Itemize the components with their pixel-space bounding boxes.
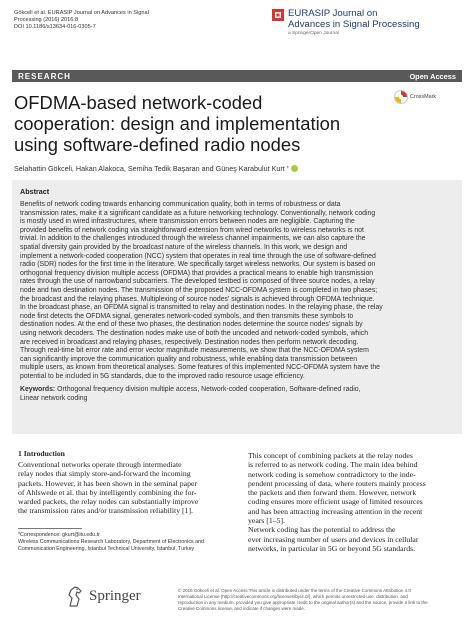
doi-line[interactable]: DOI 10.1186/s13634-016-0305-7 bbox=[14, 24, 96, 31]
license-line: © 2016 Gökceli et al. Open Access This article is distributed under the terms of the Creative Commons Attribution 4.0 bbox=[178, 588, 411, 593]
abstract-line: In the broadcast phase, an OFDMA signal is transmitted to relay and destination nodes. In the relaying phase, the relay bbox=[20, 304, 383, 312]
abstract-line: can significantly improve the communication quality and robustness, while enabling data transmission between bbox=[20, 355, 358, 363]
body-line: coding ensures more efficient usage of limited resources bbox=[248, 497, 423, 507]
license-line: reproduction in any medium, provided you give appropriate credit to the original author(s) and the source, provide a link to the bbox=[178, 600, 428, 606]
keywords-line bbox=[20, 386, 454, 395]
title-line: OFDMA-based network-coded bbox=[14, 92, 263, 113]
abstract-heading: Abstract bbox=[20, 187, 50, 196]
abstract-line: is mostly used in wired infrastructures, where transmission errors between nodes are negligible. Capturing the bbox=[20, 218, 355, 226]
abstract-line: Through real-time bit error rate and error vector magnitude measurements, we show that the NCC-OFDMA system bbox=[20, 347, 369, 355]
keywords-label: Keywords: bbox=[20, 386, 56, 394]
article-type-band bbox=[12, 70, 462, 82]
body-line: years [1–5]. bbox=[248, 516, 286, 526]
journal-name-line2: Advances in Signal Processing bbox=[288, 19, 420, 30]
journal-name-line1: EURASIP Journal on bbox=[288, 8, 378, 19]
body-line: the transmission rates and/or transmission reliability [1]. bbox=[18, 506, 193, 516]
citation-block bbox=[14, 10, 149, 32]
correspondence-email[interactable]: *Correspondence: gkurt@itu.edu.tr bbox=[18, 532, 100, 538]
abstract-line: trivial. In addition to the challenges introduced through the wireless channel impairments, we can also capture the bbox=[20, 235, 366, 243]
author-list bbox=[14, 164, 298, 173]
body-line: packets. However, it has been shown in the seminal paper bbox=[18, 478, 197, 488]
affiliation-line: Communication Engineering, Istanbul Technical University, Istanbul, Turkey bbox=[18, 546, 195, 552]
abstract-line: destination nodes. At the end of these two phases, the destination nodes determine the source nodes' signals by bbox=[20, 321, 363, 329]
body-line: relay nodes that simply store-and-forward the incoming bbox=[18, 469, 191, 479]
license-line: International License (http://creativecommons.org/licenses/by/4.0/), which permits unrestricted use, distribution, and bbox=[178, 594, 408, 600]
abstract-line: using network decoders. The destination nodes make use of both the uncoded and network-coded symbols, which bbox=[20, 329, 369, 337]
abstract-line: implement a network-coded cooperation (NCC) system that operates in real time through the use of software-defined bbox=[20, 252, 376, 260]
body-line: pendent processing of data, where routers mainly process bbox=[248, 478, 426, 488]
citation-line: Processing (2016) 2016:8 bbox=[14, 17, 79, 24]
affiliation-line: Wireless Communications Research Laboratory, Department of Electronics and bbox=[18, 539, 204, 545]
corresponding-mark: * bbox=[286, 165, 289, 172]
correspondence-footnote bbox=[18, 532, 236, 553]
abstract-line: transmission rates, make it a significant candidate as a future networking technology. Conventionally, network coding bbox=[20, 209, 376, 217]
keywords-list: Orthogonal frequency division multiple access, Network-coded cooperation, Software-defined radio, bbox=[57, 386, 361, 394]
publisher-name: Springer bbox=[89, 587, 141, 604]
abstract-line: orthogonal frequency division multiple access (OFDMA) that provides a practical means to enable high transmission bbox=[20, 269, 374, 277]
intro-left-column bbox=[18, 449, 236, 516]
body-line: is referred to as network coding. The main idea behind bbox=[248, 460, 418, 470]
abstract-line: radio (SDR) nodes for the first time in the literature. We specifically target wireless networks. Our system is based on bbox=[20, 261, 376, 269]
article-title bbox=[14, 92, 394, 155]
orcid-icon[interactable] bbox=[291, 165, 298, 172]
abstract-line: node first detects the OFDMA signal, generates network-coded symbols, and then transmits these symbols to bbox=[20, 312, 354, 320]
author-names: Selahattin Gökceli, Hakan Alakoca, Semiha Tedik Başaran and Güneş Karabulut Kurt bbox=[14, 164, 285, 173]
abstract-line: potential to be included in 5G standards, due to the improved radio resource usage efficiency. bbox=[20, 372, 305, 380]
abstract-line: are received in broadcast and relaying phases, respectively. Destination nodes then perform network decoding. bbox=[20, 338, 359, 346]
keywords bbox=[20, 386, 454, 403]
abstract-body bbox=[20, 201, 454, 381]
abstract-line: node and two destination nodes. The transmission of the proposed NCC-OFDMA system is completed in two phases; bbox=[20, 286, 378, 294]
body-line: Conventional networks operate through intermediate bbox=[18, 460, 182, 469]
abstract-line: provided benefits of network coding via straightforward extension from wired networks to wireless networks is not bbox=[20, 226, 364, 234]
body-line: network coding is somehow contradictory to the inde- bbox=[248, 469, 416, 479]
body-line: warded packets, the relay nodes can substantially improve bbox=[18, 497, 199, 507]
journal-subtitle: a SpringerOpen Journal bbox=[288, 31, 339, 36]
article-type-label: RESEARCH bbox=[18, 71, 71, 81]
body-line: and has been attracting increasing attention in the recent bbox=[248, 506, 423, 516]
open-access-label: Open Access bbox=[409, 71, 456, 81]
abstract-box bbox=[12, 180, 462, 434]
license-text bbox=[178, 588, 464, 612]
abstract-line: rates through the use of narrowband subcarriers. The developed testbed is composed of three source nodes, a relay bbox=[20, 278, 375, 286]
intro-right-column bbox=[248, 451, 462, 553]
body-line: the packets and then forward them. However, network bbox=[248, 488, 417, 498]
abstract-line: the broadcast and the relaying phases. Multiplexing of source nodes' signals is achieved through OFDMA technique. bbox=[20, 295, 375, 303]
license-line: Creative Commons license, and indicate if changes were made. bbox=[178, 606, 306, 612]
eurasip-logo-icon bbox=[272, 9, 284, 21]
keywords-line: Linear network coding bbox=[20, 395, 88, 403]
title-line: using software-defined radio nodes bbox=[14, 134, 301, 155]
title-line: cooperation: design and implementation bbox=[14, 113, 341, 134]
crossmark-icon bbox=[394, 90, 408, 104]
journal-brand bbox=[272, 8, 462, 36]
body-line: of Ahlswede et al. that by intelligently combining the for- bbox=[18, 487, 197, 497]
crossmark-label: CrossMark bbox=[410, 94, 437, 100]
body-line: This concept of combining packets at the relay nodes bbox=[248, 451, 413, 460]
springer-horse-icon bbox=[66, 585, 84, 607]
footnote-divider bbox=[18, 528, 82, 529]
body-line: ever increasing number of users and devices in cellular bbox=[248, 534, 419, 544]
body-line: Network coding has the potential to address the bbox=[248, 525, 396, 535]
body-line: networks, in particular in 5G or beyond 5G standards. bbox=[248, 543, 416, 553]
publisher-logo bbox=[66, 585, 141, 607]
abstract-line: Benefits of network coding towards enhancing communication quality, both in terms of robustness or data bbox=[20, 201, 341, 208]
abstract-line: multiple users, as known from theoretical analyses. Some features of this implemented NCC-OFDMA system have the bbox=[20, 364, 380, 372]
abstract-line: spatial diversity gain provided by the broadcast nature of the wireless channels. In this work, we design and bbox=[20, 243, 348, 251]
citation-line: Gökceli et al. EURASIP Journal on Advances in Signal bbox=[14, 10, 149, 16]
crossmark-badge[interactable] bbox=[394, 90, 436, 104]
section-heading: 1 Introduction bbox=[18, 449, 65, 458]
